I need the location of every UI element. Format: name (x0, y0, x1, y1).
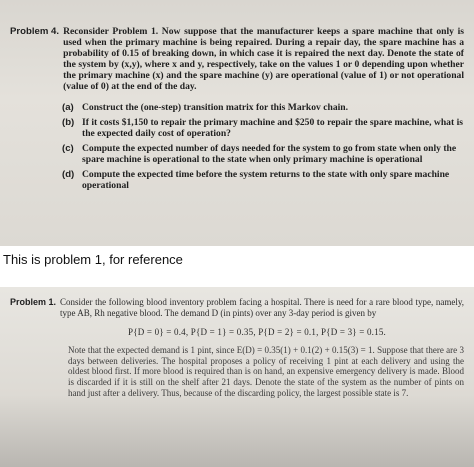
part-c-text: Compute the expected number of days needed for the system to go from state when only the spare machine is operational to the state when only primary machine is operational (82, 143, 457, 165)
problem1-text: Consider the following blood inventory problem facing a hospital. There is need for a rare blood type, namely, type AB, Rh negative blood. The demand D (in pints) over any 3-day period is given by (60, 297, 464, 318)
problem1-label: Problem 1. (10, 297, 57, 307)
part-c-label: (c) (62, 143, 74, 154)
part-d (62, 169, 464, 191)
reference-caption: This is problem 1, for reference (3, 252, 183, 267)
part-d-text: Compute the expected time before the system returns to the state with only spare machine operational (82, 169, 450, 191)
problem4-block (10, 26, 464, 92)
problem1-note: Note that the expected demand is 1 pint, since E(D) = 0.35(1) + 0.1(2) + 0.15(3) = 1. Suppose that there are 3 days between deliveries. The hospital proposes a policy of receiving 1 pint at each delivery and using the oldest blood first. If more blood is required than is on hand, an expensive emergency delivery is made. Blood is discarded if it is still on the shelf after 21 days. Denote the state of the system as the number of pints on hand just after a delivery. Thus, because of the discarding policy, the largest possible state is 7. (68, 345, 464, 398)
demand-distribution-formula: P{D = 0} = 0.4, P{D = 1} = 0.35, P{D = 2} = 0.1, P{D = 3} = 0.15. (128, 327, 386, 338)
problem4-text: Reconsider Problem 1. Now suppose that the manufacturer keeps a spare machine that only is used when the primary machine is being repaired. During a repair day, the spare machine has a probability of 0.15 of breaking down, in which case it is repaired the next day. Denote the state of the system by (x,y), where x and y, respectively, take on the values 1 or 0 depending upon whether the primary machine (x) and the spare machine (y) are operational (value of 1) or not operational (value of 0) at the end of the day. (63, 26, 464, 92)
part-c (62, 143, 464, 165)
part-b (62, 117, 464, 139)
part-b-text: If it costs $1,150 to repair the primary machine and $250 to repair the spare machine, what is the expected daily cost of operation? (82, 117, 463, 139)
problem1-block (10, 297, 464, 318)
part-a-label: (a) (62, 102, 74, 113)
problem4-label: Problem 4. (10, 26, 60, 37)
part-b-label: (b) (62, 117, 75, 128)
problem1-photo (0, 287, 474, 467)
part-a-text: Construct the (one-step) transition matrix for this Markov chain. (82, 102, 349, 113)
part-d-label: (d) (62, 169, 75, 180)
part-a (62, 102, 464, 113)
problem4-parts (62, 102, 464, 191)
